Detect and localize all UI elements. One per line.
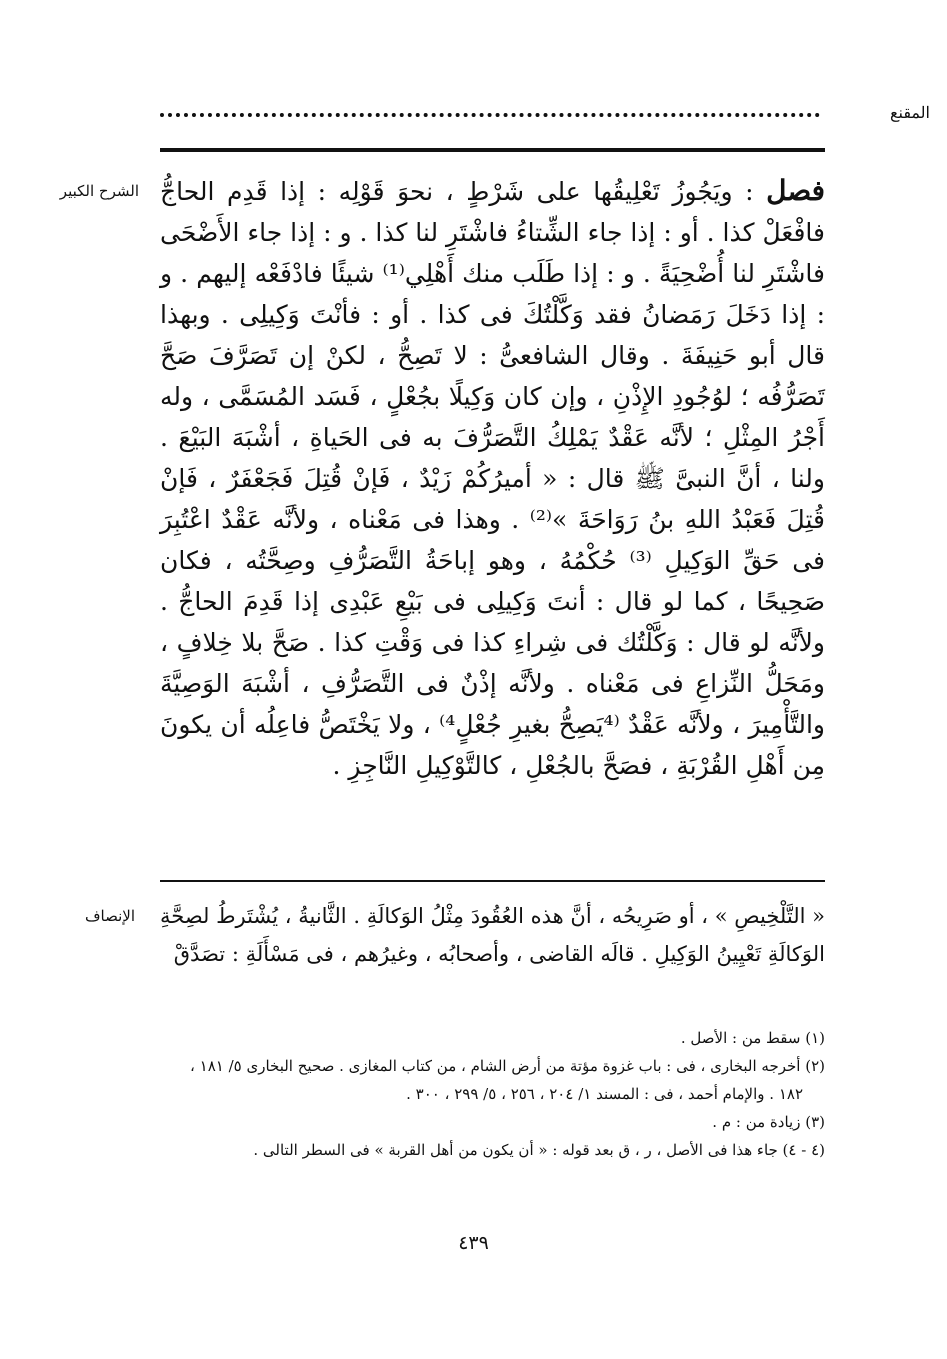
dot-leader	[160, 113, 820, 117]
section-divider	[160, 880, 825, 882]
main-text	[160, 170, 825, 786]
footnote-item: (١) سقط من : الأصل .	[680, 1029, 825, 1047]
footnote-item: (٤ - ٤) جاء هذا فى الأصل ، ر ، ق بعد قوله : « أن يكون من أهل القربة » فى السطر التالى .	[253, 1141, 825, 1159]
footnotes	[150, 1024, 825, 1164]
side-label-sharh: الشرح الكبير	[59, 182, 139, 200]
footnote-continuation: ١٨٢ . والإمام أحمد ، فى : المسند ١/ ٢٠٤ ، ٢٥٦ ، ٥/ ٢٩٩ ، ٣٠٠ .	[406, 1085, 803, 1103]
footnote-item: (٣) زيادة من : م .	[712, 1113, 825, 1131]
page-number: ٤٣٩	[458, 1232, 489, 1254]
header-rule	[160, 148, 825, 152]
main-body: : ويَجُوزُ تَعْلِيقُها على شَرْطٍ ، نحوَ قَوْلِه : إذا قَدِم الحاجُّ فافْعَلْ كذا . أو : إذا جاء الشِّتاءُ فاشْتَرِ لنا كذا . و : إذا جاء الأَضْحَى فاشْتَرِ لنا أُضْحِيَةً . و : إذا طَلَب منك أَهْلِي⁽¹⁾ شيئًا فادْفَعْه إليهم . و : إذا دَخَلَ رَمَضانُ فقد وَكَّلْتُكَ فى كذا . أو : فأنْتَ وَكِيلِى . وبهذا قال أبو حَنِيفَةَ . وقال الشافعىُّ : لا تَصِحُّ ، لكنْ إن تَصَرَّفَ صَحَّ تَصَرُّفُه ؛ لوُجُودِ الإِذْنِ ، وإن كان وَكِيلًا بجُعْلٍ ، فَسَد المُسَمَّى ، وله أَجْرُ المِثْلِ ؛ لأنَّه عَقْدٌ يَمْلِكُ التَّصَرُّفَ به فى الحَياةِ ، أشْبَهَ البَيْعَ . ولنا ، أنَّ النبىَّ ﷺ قال : « أميرُكُمْ زَيْدٌ ، فَإنْ قُتِلَ فَجَعْفَرٌ ، فَإنْ قُتِلَ فَعَبْدُ اللهِ بنُ رَوَاحَةَ »⁽²⁾ . وهذا فى مَعْناه ، ولأنَّه عَقْدٌ اعْتُبِرَ فى حَقِّ الوَكِيلِ ⁽³⁾ حُكْمُهُ ، وهو إباحَةُ التَّصَرُّفِ وصِحَّتُه ، فكان صَحِيحًا ، كما لو قال : أنتَ وَكِيلِى فى بَيْعِ عَبْدِى إذا قَدِمَ الحاجُّ . ولأنَّه لو قال : وَكَّلْتُك فى شِراءِ كذا فى وَقْتِ كذا . صَحَّ بلا خِلافٍ ، ومَحَلُّ النِّزاعِ فى مَعْناه . ولأنَّه إذْنٌ فى التَّصَرُّفِ ، أشْبَهَ الوَصِيَّةَ والتَّأْمِيرَ ، ولأنَّه عَقْدٌ ⁽⁴يَصِحُّ بغيرِ جُعْلٍ⁴⁾ ، ولا يَخْتَصُّ فاعِلُه أن يكونَ مِن أَهْلِ القُرْبَةِ ، فصَحَّ بالجُعْلِ ، كالتَّوْكِيلِ النَّاجِزِ .	[160, 177, 825, 780]
side-label-insaf: الإنصاف	[84, 907, 135, 925]
section-heading: فصل	[766, 174, 826, 207]
footnote-item: (٢) أخرجه البخارى ، فى : باب غزوة مؤتة من أرض الشام ، من كتاب المغازى . صحيح البخارى ٥/ ١٨١ ،	[190, 1057, 825, 1075]
running-title: المقنع	[889, 103, 930, 122]
running-head	[160, 103, 930, 143]
insaf-text: « التَّلْخِيصِ » ، أو صَرِيحُه ، أنَّ هذه العُقُودَ مِثْلُ الوَكالَةِ . الثَّانيةُ ، يُشْتَرطُ لصِحَّةِ الوَكالَةِ تَعْيِينُ الوَكِيلِ . قالَه القاضى ، وأصحابُه ، وغيرُهم ، فى مَسْأَلَةِ : تصَدَّقْ	[160, 904, 825, 966]
